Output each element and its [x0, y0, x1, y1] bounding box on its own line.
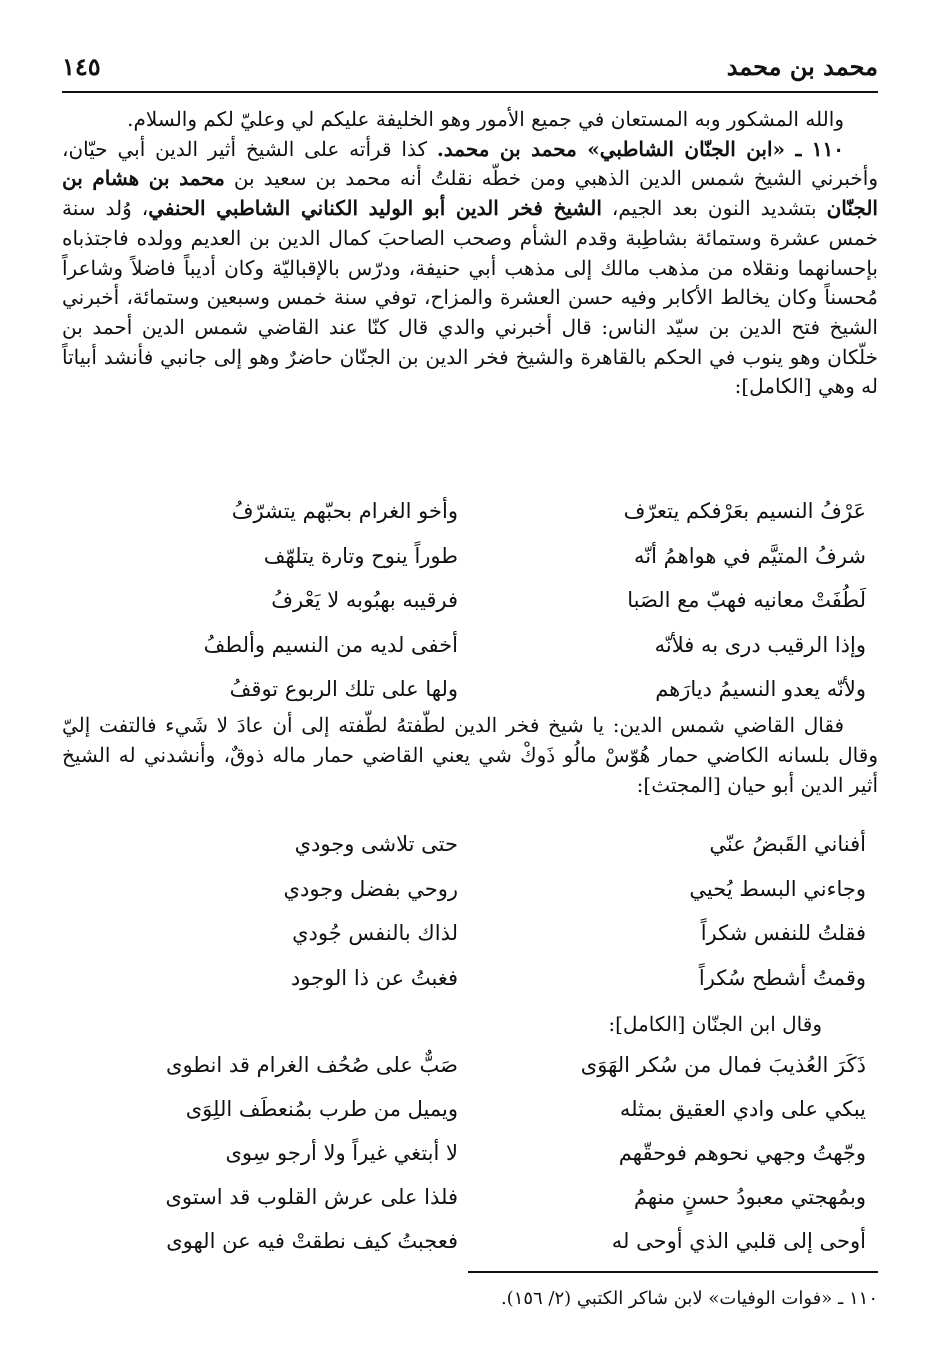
- entry-text-2: بتشديد النون بعد الجيم،: [601, 196, 827, 221]
- page-header: [62, 44, 878, 88]
- entry-bold-title: الشيخ فخر الدين أبو الوليد الكناني الشاطبي الحنفي: [148, 196, 602, 221]
- poem-intro: وقال ابن الجنّان [الكامل]:: [608, 1012, 822, 1036]
- verse-second-hemistich: فغبتُ عن ذا الوجود: [290, 965, 458, 990]
- verse-second-hemistich: فعجبتُ كيف نطقتْ فيه عن الهوى: [166, 1229, 458, 1253]
- entry-text-1: كذا قرأته على الشيخ أثير الدين أبي حيّان، وأخبرني الشيخ شمس الدين الذهبي ومن خطّه نقلتُ أنه محمد بن سعيد بن: [62, 136, 878, 191]
- verse-first-hemistich: يبكي على وادي العقيق بمثله: [619, 1097, 866, 1121]
- verse-line: [62, 867, 878, 912]
- intro-line: والله المشكور وبه المستعان في جميع الأمور وهو الخليفة عليكم لي وعليّ لكم والسلام.: [127, 107, 844, 131]
- verse-line: [62, 1175, 878, 1219]
- verse-first-hemistich: وجاءني البسط يُحيي: [689, 876, 866, 901]
- running-title: محمد بن محمد: [726, 51, 878, 81]
- verse-second-hemistich: ويميل من طرب بمُنعطَف اللِوَى: [185, 1097, 458, 1121]
- verse-first-hemistich: شرفُ المتيَّم في هواهمُ أنّه: [634, 543, 866, 568]
- anecdote-paragraph: [62, 710, 878, 800]
- verse-first-hemistich: لَطُفَتْ معانيه فهبّ مع الصَبا: [627, 588, 866, 613]
- entry-label: ١١٠ ـ «ابن الجنّان الشاطبي» محمد بن محمد.: [436, 136, 844, 161]
- verse-first-hemistich: وإذا الرقيب درى به فلأنّه: [654, 632, 866, 657]
- entry-text-3: ، وُلد سنة خمس عشرة وستمائة بشاطِبة وقدم الشأم وصحب الصاحبَ كمال الدين بن العديم وولده فاجتذباه بإحسانهما ونقلاه من مذهب مالك إلى مذهب أبي حنيفة، ودرّس بالإقباليّة وكان أديباً فاضلاً وشاعراً مُحسناً وكان يخالط الأكابر وفيه حسن العشرة والمزاح، توفي سنة خمس وسبعين وستمائة، أخبرني الشيخ فتح الدين بن سيّد الناس: قال أخبرني والدي قال كنّا عند القاضي شمس الدين أحمد بن خلّكان وهو ينوب في الحكم بالقاهرة والشيخ فخر الدين بن الجنّان حاضرٌ وهو إلى جانبي فأنشد أبياتاً له وهي [الكامل]:: [62, 196, 878, 399]
- main-text: [62, 105, 878, 402]
- verse-line: [62, 1219, 878, 1263]
- verse-first-hemistich: ذَكَرَ العُذيبَ فمال من سُكر الهَوَى: [580, 1053, 866, 1077]
- verse-second-hemistich: فرقيبه بهبُوبه لا يَعْرفُ: [271, 588, 458, 613]
- verse-line: [62, 489, 878, 534]
- entry-bold-name: محمد بن هشام بن الجنّان: [62, 166, 878, 221]
- verse-line: [62, 822, 878, 867]
- verse-second-hemistich: طوراً ينوح وتارة يتلهّف: [263, 543, 458, 568]
- verse-second-hemistich: فلذا على عرش القلوب قد استوى: [165, 1185, 458, 1209]
- verse-second-hemistich: روحي بفضل وجودي: [283, 876, 458, 901]
- header-rule: [62, 91, 878, 93]
- verse-line: [62, 911, 878, 956]
- verse-second-hemistich: ولها على تلك الربوع توقفُ: [229, 677, 458, 702]
- footnote: ١١٠ ـ «فوات الوفيات» لابن شاكر الكتبي (٢/ ١٥٦).: [500, 1288, 878, 1309]
- verse-line: [62, 1087, 878, 1131]
- verse-first-hemistich: وبمُهجتي معبودُ حسنٍ منهمُ: [633, 1185, 866, 1209]
- verse-first-hemistich: أفناني القَبضُ عنّي: [709, 832, 866, 857]
- verse-second-hemistich: وأخو الغرام بحبّهم يتشرّفُ: [231, 499, 458, 524]
- verse-second-hemistich: صَبٌّ على صُحُف الغرام قد انطوى: [166, 1053, 458, 1077]
- verse-line: [62, 534, 878, 579]
- verse-first-hemistich: أوحى إلى قلبي الذي أوحى له: [611, 1229, 866, 1253]
- verse-line: [62, 1131, 878, 1175]
- verse-line: [62, 667, 878, 712]
- verse-first-hemistich: وقمتُ أشطح سُكراً: [698, 965, 866, 990]
- verse-second-hemistich: لا أبتغي غيراً ولا أرجو سِوى: [225, 1141, 458, 1165]
- verse-first-hemistich: عَرْفُ النسيم بعَرْفكم يتعرّف: [623, 499, 866, 524]
- verse-first-hemistich: ولأنّه يعدو النسيمُ ديارَهم: [655, 677, 866, 702]
- verse-line: [62, 956, 878, 1001]
- poem-kamil-1: [62, 489, 878, 712]
- verse-second-hemistich: لذاك بالنفس جُودي: [292, 921, 458, 946]
- verse-second-hemistich: أخفى لديه من النسيم وألطفُ: [203, 632, 458, 657]
- poem-mujtath: [62, 822, 878, 1000]
- page-number: ١٤٥: [62, 51, 101, 81]
- footnote-rule: [468, 1271, 878, 1273]
- verse-first-hemistich: فقلتُ للنفس شكراً: [700, 921, 866, 946]
- anecdote-text: فقال القاضي شمس الدين: يا شيخ فخر الدين لطّفتهُ لطّفته إلى أن عادَ لا شَيء فالتفت إليّ وقال بلسانه الكاضي حمار هُوّسْ مالُو ذَوكْ شي يعني القاضي حمار ماله ذوقٌ، وأنشدني له الشيخ أثير الدين أبو حيان [المجتث]:: [62, 713, 878, 797]
- verse-second-hemistich: حتى تلاشى وجودي: [294, 832, 458, 857]
- poem-kamil-2: [62, 1043, 878, 1263]
- verse-first-hemistich: وجّهتُ وجهي نحوهم فوحقّهم: [618, 1141, 866, 1165]
- verse-line: [62, 623, 878, 668]
- entry-paragraph: [62, 135, 878, 402]
- verse-line: [62, 578, 878, 623]
- verse-line: [62, 1043, 878, 1087]
